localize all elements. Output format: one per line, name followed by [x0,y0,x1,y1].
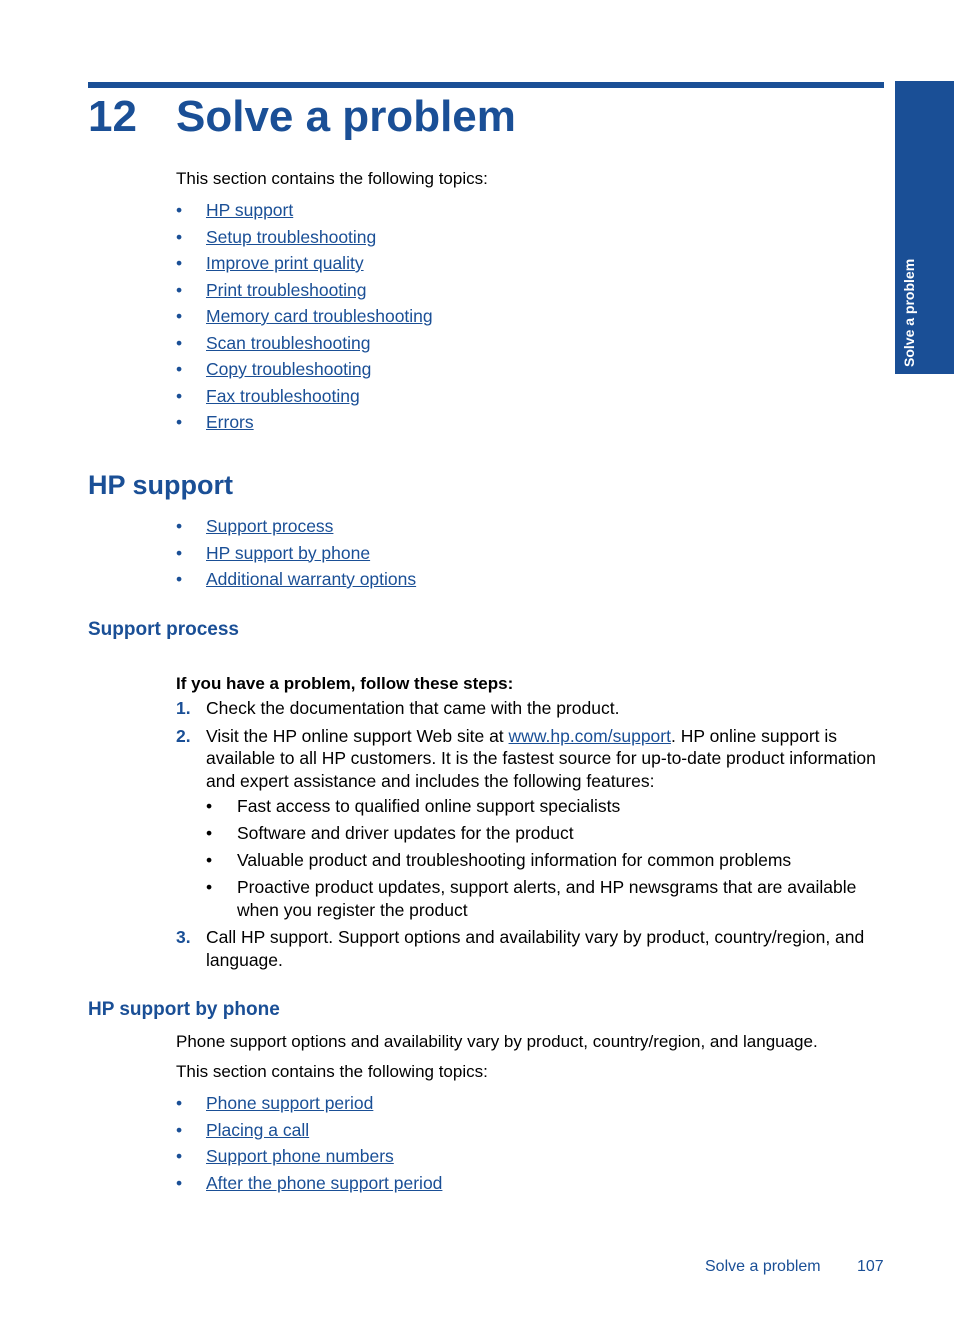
feature-item [206,822,888,845]
list-item [176,383,433,410]
support-process-heading: Support process [88,619,239,640]
link-print-troubleshooting[interactable]: Print troubleshooting [206,279,367,300]
link-support-process[interactable]: Support process [206,516,334,536]
bullet: • [206,823,213,843]
feature-text: Valuable product and troubleshooting information for common problems [237,850,792,870]
phone-topic-list [176,1090,442,1196]
hp-support-by-phone-heading: HP support by phone [88,999,280,1020]
bullet: • [176,412,183,432]
link-placing-a-call[interactable]: Placing a call [206,1119,310,1140]
step-text: Check the documentation that came with the product. [206,698,620,718]
link-additional-warranty-options[interactable]: Additional warranty options [206,569,417,589]
bullet: • [176,516,183,536]
list-item [176,566,416,593]
step-number: 1. [176,698,191,718]
list-item [176,540,416,567]
feature-item [206,876,888,921]
bullet: • [176,306,183,326]
list-item [176,1090,442,1117]
hp-support-topic-list [176,513,416,593]
step-item [176,926,888,971]
link-improve-print-quality[interactable]: Improve print quality [206,253,364,273]
bullet: • [206,796,213,816]
link-after-phone-support-period[interactable]: After the phone support period [206,1172,443,1193]
link-hp-support-website[interactable]: www.hp.com/support [508,725,671,746]
phone-text: Phone support options and availability vary by product, country/region, and language. [176,1032,818,1051]
bullet: • [176,279,183,300]
phone-topics-intro: This section contains the following topics: [176,1062,488,1081]
feature-item [206,795,888,818]
bullet: • [176,200,183,220]
bullet: • [176,1093,183,1113]
list-item [176,197,433,224]
link-support-phone-numbers[interactable]: Support phone numbers [206,1146,394,1166]
intro-topic-list [176,197,433,436]
step-number: 2. [176,725,191,746]
footer-section: Solve a problem [705,1258,821,1275]
side-tab-label: Solve a problem [901,258,917,367]
page-number: 107 [857,1258,884,1275]
step-item [176,697,888,720]
bullet: • [176,226,183,247]
link-hp-support-by-phone[interactable]: HP support by phone [206,542,371,563]
chapter-title-text: Solve a problem [176,92,516,141]
steps-lead: If you have a problem, follow these steps: [176,674,514,693]
list-item [176,513,416,540]
list-item [176,1117,442,1144]
bullet: • [176,542,183,563]
step-text-after: . HP online support is available to all HP customers. It is the fastest source for up-to-date product information and expert assistance and includes the following features: [206,725,876,791]
link-setup-troubleshooting[interactable]: Setup troubleshooting [206,226,377,247]
intro-text: This section contains the following topics: [176,169,488,188]
chapter-number: 12 [88,92,137,141]
link-scan-troubleshooting[interactable]: Scan troubleshooting [206,332,371,353]
link-phone-support-period[interactable]: Phone support period [206,1093,374,1113]
bullet: • [176,332,183,353]
bullet: • [176,385,183,406]
bullet: • [176,569,183,589]
step-text: Call HP support. Support options and availability vary by product, country/region, and language. [206,927,865,970]
bullet: • [176,1172,183,1193]
bullet: • [206,877,213,897]
chapter-title [88,92,516,142]
feature-list [206,795,888,921]
bullet: • [176,1119,183,1140]
side-tab[interactable] [895,81,954,374]
chapter-rule [88,82,884,88]
feature-text: Proactive product updates, support alerts, and HP newsgrams that are available when you register the product [237,877,857,920]
step-item [176,725,888,922]
link-errors[interactable]: Errors [206,412,254,432]
list-item [176,224,433,251]
list-item [176,303,433,330]
feature-text: Fast access to qualified online support specialists [237,796,621,816]
list-item [176,356,433,383]
list-item [176,250,433,277]
list-item [176,409,433,436]
bullet: • [206,850,213,870]
list-item [176,330,433,357]
link-copy-troubleshooting[interactable]: Copy troubleshooting [206,359,372,379]
step-number: 3. [176,927,191,947]
bullet: • [176,253,183,273]
list-item [176,1170,442,1197]
list-item [176,277,433,304]
bullet: • [176,1146,183,1166]
bullet: • [176,359,183,379]
hp-support-heading: HP support [88,470,234,500]
list-item [176,1143,442,1170]
link-fax-troubleshooting[interactable]: Fax troubleshooting [206,385,360,406]
support-steps [176,697,888,976]
feature-item [206,849,888,872]
link-hp-support[interactable]: HP support [206,200,294,220]
feature-text: Software and driver updates for the product [237,823,574,843]
link-memory-card-troubleshooting[interactable]: Memory card troubleshooting [206,306,433,326]
step-text-before: Visit the HP online support Web site at [206,725,509,746]
